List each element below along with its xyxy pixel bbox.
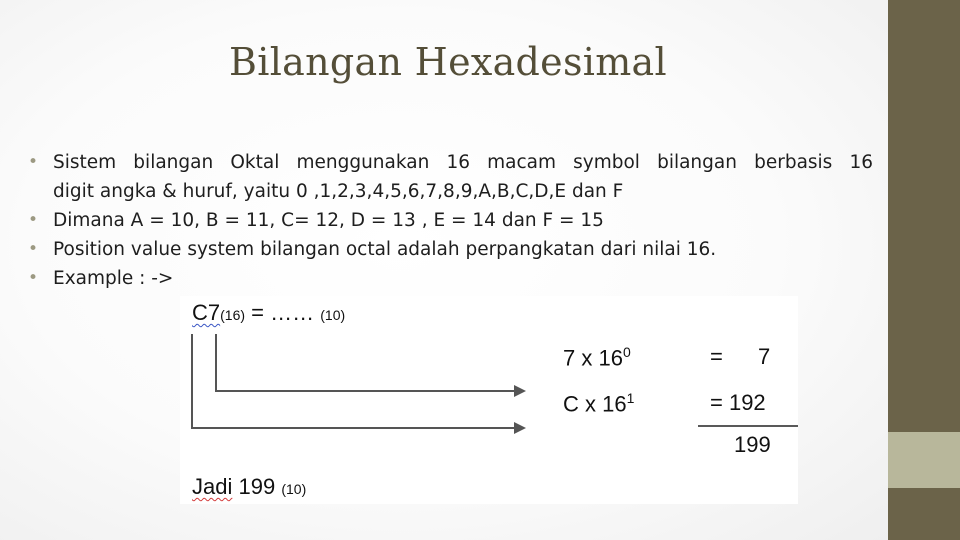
bullet-dot: • (28, 268, 39, 288)
header-equals: = (251, 300, 265, 325)
bullet-text: Example : -> (53, 268, 174, 289)
conversion-figure (180, 296, 798, 504)
sidebar-decoration-bottom (888, 488, 960, 540)
bullet-dot: • (28, 239, 39, 259)
bullet-text-line1: Sistem bilangan Oktal menggunakan 16 macam symbol bilangan berbasis 16 (53, 152, 873, 173)
sum-total: 199 (734, 432, 771, 457)
conclusion-value: 199 (238, 474, 276, 499)
bullet-text: Dimana A = 10, B = 11, C= 12, D = 13 , E = 14 dan F = 15 (53, 210, 604, 231)
bullet-item (28, 148, 873, 206)
arrow-head-outer (514, 422, 526, 434)
row2-result: = 192 (710, 390, 766, 415)
bullet-text: Position value system bilangan octal adalah perpangkatan dari nilai 16. (53, 239, 717, 260)
arrow-line-outer (192, 334, 518, 428)
header-dots: …… (270, 300, 315, 325)
row2-expression (563, 390, 634, 417)
row1-equals: = (710, 344, 723, 369)
row1-expr: 7 x 16 (563, 345, 623, 371)
row1-exponent: 0 (622, 344, 631, 360)
bullet-dot: • (28, 210, 39, 230)
bullet-dot: • (28, 152, 39, 172)
header-base: (16) (220, 307, 246, 323)
bullet-text-line2: digit angka & huruf, yaitu 0 ,1,2,3,4,5,6,7,8,9,A,B,C,D,E dan F (53, 181, 624, 202)
conclusion (192, 474, 306, 500)
arrow-line-inner (216, 334, 518, 391)
header-result-base: (10) (320, 307, 346, 323)
bullet-item (28, 235, 873, 264)
conclusion-base: (10) (281, 481, 307, 497)
conclusion-word: Jadi (192, 474, 233, 499)
header-value: C7 (192, 300, 221, 325)
bullet-item (28, 264, 873, 293)
row1-result: 7 (758, 344, 771, 369)
sidebar-decoration-top (888, 0, 960, 432)
arrow-head-inner (514, 385, 526, 397)
slide-title: Bilangan Hexadesimal (229, 40, 667, 84)
bullet-list (28, 148, 873, 293)
header-expression (192, 300, 345, 326)
row1-expression (563, 344, 631, 371)
sidebar-decoration-middle (888, 432, 960, 488)
row2-exponent: 1 (626, 390, 635, 406)
conversion-arrows (180, 296, 798, 504)
row2-expr: C x 16 (563, 391, 627, 417)
bullet-item (28, 206, 873, 235)
